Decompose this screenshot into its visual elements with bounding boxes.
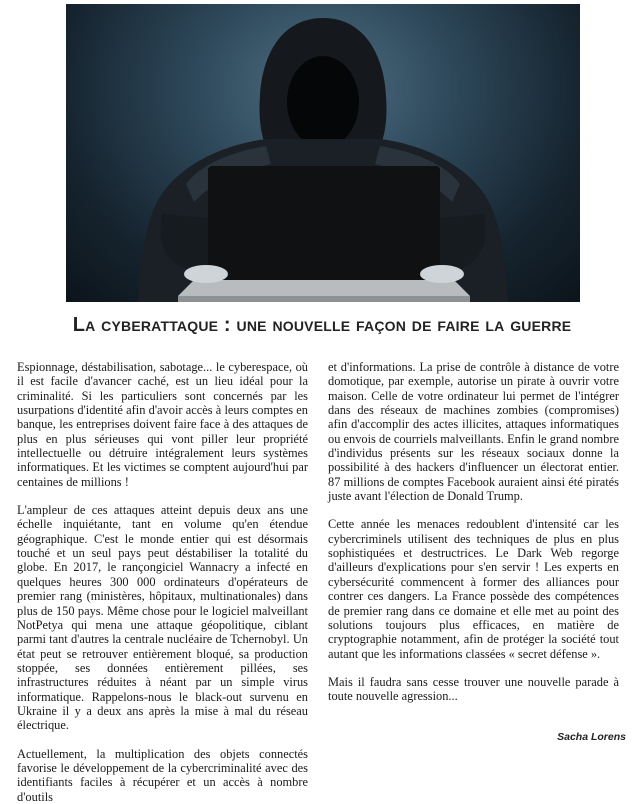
paragraph: Cette année les menaces redoublent d'intensité car les cybercriminels utilisent des techniques de plus en plus sophistiquées et destructrices. Le Dark Web regorge d'ailleurs d'explications pour s'en servir ! Les experts en cybersécurité commencent à former des alliances pour contrer ces dangers. La France possède des compétences de premier rang dans ce domaine et elle met au point des solutions toujours plus efficaces, en matière de cryptographie notamment, afin de protéger la société tout autant que les informations classées « secret défense ». [328, 517, 619, 661]
paragraph: Mais il faudra sans cesse trouver une nouvelle parade à toute nouvelle agression... [328, 674, 619, 704]
paragraph: et d'informations. La prise de contrôle à distance de votre domotique, par exemple, autorise un pirate à ouvrir votre maison. Celle de votre ordinateur lui permet de l'intégrer dans des réseaux de machines zombies (compromises) afin d'accomplir des actes illicites, attaques informatiques ou envois de courriels malveillants. Enfin le grand nombre d'individus présents sur les réseaux sociaux donne la possibilité à des hackers d'influencer un électorat entier. 87 millions de comptes Facebook auraient ainsi été piratés juste avant l'élection de Donald Trump. [328, 360, 619, 504]
laptop-keyboard [178, 280, 470, 296]
right-hand [420, 265, 464, 283]
face-shadow [287, 56, 359, 148]
article-title: La cyberattaque : une nouvelle façon de faire la guerre [72, 314, 572, 336]
paragraph: Actuellement, la multiplication des objets connectés favorise le développement de la cybercriminalité avec des identifiants faciles à récupérer et un accès à nombre d'outils [17, 746, 308, 804]
hooded-hacker-illustration [66, 4, 580, 302]
author-signature: Sacha Lorens [557, 731, 626, 743]
paragraph: L'ampleur de ces attaques atteint depuis deux ans une échelle inquiétante, tant en volume qu'en étendue géographique. C'est le monde entier qui est désormais touché et un seul pays peut déstabiliser la totalité du globe. En 2017, le rançongiciel Wannacry a infecté en quelques heures 300 000 ordinateurs d'opérateurs de premier rang (ministères, hôpitaux, multinationales) dans plus de 150 pays. Même chose pour le logiciel malveillant NotPetya qui mena une attaque géopolitique, ciblant parmi tant d'autres la centrale nucléaire de Tchernobyl. Un état peut se retrouver entièrement bloqué, sa production stoppée, ses données entièrement pillées, ses infrastructures réduites à néant par un simple virus informatique. Rappelons-nous le black-out survenu en Ukraine il y a deux ans après la mise à mal du réseau électrique. [17, 503, 308, 733]
left-column [17, 360, 308, 804]
left-hand [184, 265, 228, 283]
paragraph: Espionnage, déstabilisation, sabotage... le cyberespace, où il est facile d'avancer caché, est un lieu idéal pour la criminalité. Si les particuliers sont concernés par les usurpations d'identité afin d'avoir accès à leurs comptes en banque, les entreprises doivent faire face à des attaques de plus en plus sérieuses qui vont piller leur propriété intellectuelle ou détruire intégralement leurs systèmes informatiques. Et les victimes se comptent aujourd'hui par centaines de millions ! [17, 360, 308, 489]
hacker-photo [66, 4, 580, 302]
laptop-screen [208, 166, 440, 282]
right-column [328, 360, 619, 704]
